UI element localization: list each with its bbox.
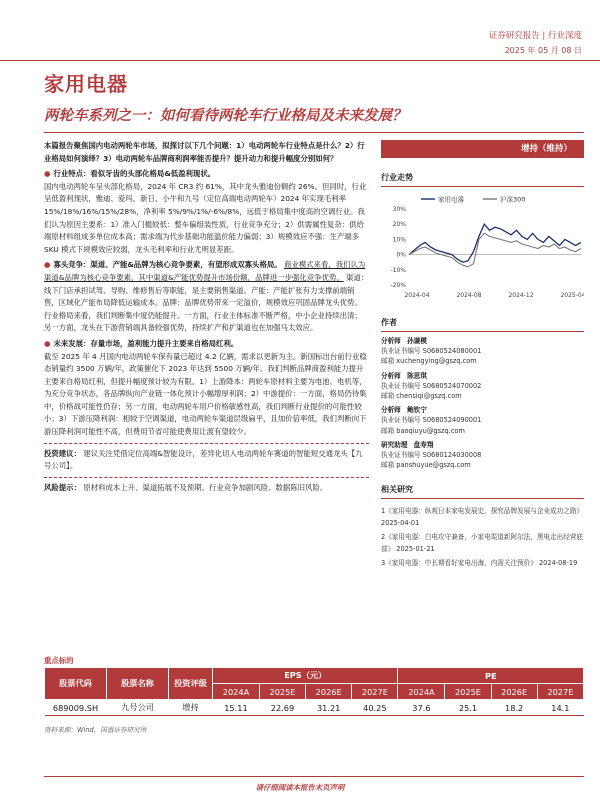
table-cell: 18.2: [491, 700, 537, 716]
trend-title: 行业走势: [381, 172, 584, 187]
advice-label: 投资建议：: [44, 448, 81, 458]
col-name: 股票名称: [107, 668, 169, 700]
section-heading: ● 寡头竞争：渠道、产能&品牌为核心竞争要素，有望形成双寡头格局。: [44, 260, 282, 270]
section-competition: [44, 259, 369, 335]
footer-disclaimer: 请仔细阅读本报告末页声明: [255, 783, 345, 792]
y-tick-label: 0%: [396, 251, 406, 259]
divider: [44, 443, 369, 444]
x-tick-label: 2025-04: [560, 292, 584, 299]
y-tick-label: 20%: [392, 221, 406, 229]
analyst-cert: 执业证书编号 S0680524070002: [381, 381, 482, 390]
x-tick-label: 2024-04: [404, 292, 430, 299]
year-header: 2027E: [352, 684, 398, 700]
year-header: 2025E: [259, 684, 305, 700]
y-tick-label: -10%: [390, 266, 406, 274]
risk-body: 原材料成本上升、渠道拓展不及预期、行业竞争加剧风险、数据陈旧风险。: [83, 482, 328, 492]
analyst-email[interactable]: 邮箱 baoqiuyu@gszq.com: [381, 426, 465, 435]
related-report-link[interactable]: 2《家用电器：白电攻守兼备，小家电渠道新阿尔法，黑电走出经营底部》 2025-01-21: [381, 533, 584, 554]
table-cell: 14.1: [537, 700, 583, 716]
authors-list: [381, 336, 584, 470]
col-rating: 投资评级: [169, 668, 213, 700]
analyst-entry: [381, 405, 584, 436]
col-eps: EPS（元）: [213, 668, 398, 684]
col-pe: PE: [398, 668, 584, 684]
legend-label-a: 家用电器: [438, 195, 464, 204]
risk-warning: [44, 482, 369, 495]
year-header: 2024A: [398, 684, 445, 700]
analyst-name: 分析师 陈思琪: [381, 371, 427, 380]
header-divider: [0, 60, 600, 61]
investment-advice: [44, 448, 369, 473]
report-title: 两轮车系列之一：如何看待两轮车行业格局及未来发展？: [44, 107, 407, 124]
table-cell: 25.1: [445, 700, 491, 716]
industry-title: 家用电器: [44, 72, 128, 96]
intro-paragraph: 本篇报告聚焦国内电动两轮车市场，拟探讨以下几个问题：1）电动两轮车行业特点是什么？2）行业格局如何演绎？3）电动两轮车品牌商利润率能否提升？提升动力和提升幅度分别如何？: [44, 141, 365, 163]
x-tick-label: 2024-08: [456, 292, 482, 299]
section-future: [44, 338, 369, 439]
table-cell: 37.6: [398, 700, 445, 716]
y-tick-label: 10%: [392, 236, 406, 244]
section-body: 国内电动两轮车呈头部化格局，2024 年 CR3 约 61%，其中龙头雅迪份额约 26%。但同时，行业呈低盈利现状，雅迪、爱玛、新日、小牛和九号（定位高端电动两轮车）2024 年实现毛利率 15%/18%/16%/15%/28%，净利率 5%/9%/1%/-6%/8%，远低于格局集中度高的空调行业。我们认为原因主要系：1）准入门槛较低：整车偏组装性质，行业竞争充分；2）供需属性复杂：供给端原材料组成多单位成本高；需求端为代步基础功能温价能力偏弱；3）规模效应不强：生产端多 SKU 模式下规模效应较弱，龙头毛利率和行业尤明显差距。: [44, 181, 367, 254]
authors-title: 作者: [381, 317, 584, 332]
section-body-underlined: 商业模式来看，我们认为渠道&品牌为核心竞争要素，其中渠道&产能优势提升市场份额，品牌进一步强化竞争优势。: [44, 260, 366, 282]
analyst-name: 分析师 孙谦模: [381, 337, 427, 345]
year-header: 2026E: [306, 684, 352, 700]
section-body: 截至 2025 年 4 月国内电动两轮车保有量已超过 4.2 亿辆，需求以更新为主。新国标出台前行业稳态销量约 3500 万辆/年，政策催化下 2023 年达到 5500 万辆/年。我们判断品牌商盈利能力提升主要来自格局红利，但提升幅度预计较为有限。1）上游降本：两轮车原材料主要为电池、电机等，为充分竞争状态，各品牌纵向产业链一体化预计小幅增厚利润；2）中游提价：一方面，格局仍待集中，价格战可能性仍存；另一方面，电动两轮车用户价格敏感性高，我们判断行业提价的可能性较小；3）下游压降利润：相较于空调渠道，电动两轮车渠道层级扁平，且加价倍率低，我们判断向下游压降利润可能性不高，但费用节省可能使费用让渡有望较少。: [44, 351, 367, 437]
table-cell: 40.25: [352, 700, 398, 716]
report-date: 2025 年 05 月 08 日: [504, 46, 582, 55]
year-header: 2026E: [491, 684, 537, 700]
section-body: 渠道：线下门店承担试驾、导购、维修售后等职能，是主要销售渠道。产能：产能扩张有力支撑前端销售，区域化产能布局降低运输成本。品牌：品牌优势带来一定溢价，规模效应巩固品牌龙头优势。行业格局来看，我们判断集中度仍能提升。一方面，行业主体标准不断严格，中小企业持续出清；另一方面，龙头在下游营销端具备较强优势，持续扩产和扩渠道也在加强马太效应。: [44, 272, 369, 333]
y-tick-label: -20%: [390, 282, 406, 289]
key-stock-table: [44, 667, 584, 716]
analyst-email[interactable]: 邮箱 chensiqi@gszq.com: [381, 392, 462, 401]
trend-chart: [381, 193, 584, 303]
analyst-name: 分析师 鲍钦宁: [381, 406, 427, 415]
analyst-cert: 执业证书编号 S0680524080001: [381, 347, 482, 356]
y-tick-label: 30%: [392, 206, 406, 213]
series-line-appliances: [409, 224, 581, 262]
analyst-cert: 执业证书编号 S0680524090001: [381, 416, 482, 425]
table-cell: 15.11: [213, 700, 260, 716]
sidebar-column: [381, 140, 584, 571]
data-source: 资料来源：Wind，国盛证券研究所: [44, 726, 147, 734]
report-type: 证券研究报告 | 行业深度: [488, 31, 582, 41]
title-divider: [44, 132, 584, 133]
summary-column: [44, 140, 369, 497]
year-header: 2027E: [537, 684, 583, 700]
analyst-entry: [381, 336, 584, 367]
footer-divider: [44, 776, 584, 777]
table-cell: 增持: [169, 700, 213, 716]
table-cell: 九号公司: [107, 700, 169, 716]
x-tick-label: 2024-12: [508, 292, 534, 299]
analyst-entry: [381, 440, 584, 471]
year-header: 2025E: [445, 684, 491, 700]
advice-body: 建议关注凭借定位高端&智能设计，差异化切入电动两轮车赛道的智能短交通龙头【九号公司】。: [44, 448, 363, 471]
section-heading: ● 行业特点：看似牙齿的头部化格局&低盈利现状。: [44, 169, 216, 179]
table-row: [45, 700, 584, 716]
analyst-entry: [381, 371, 584, 402]
analyst-name: 研究助理 盘寿翔: [381, 440, 434, 449]
related-list: [381, 505, 584, 569]
legend-label-b: 沪深300: [500, 195, 526, 204]
divider: [44, 477, 369, 478]
rating-badge: 增持（维持）: [381, 140, 584, 158]
col-code: 股票代码: [45, 668, 107, 700]
table-title: 重点标的: [44, 656, 74, 665]
analyst-email[interactable]: 邮箱 panshuyue@gszq.com: [381, 461, 471, 470]
related-report-link[interactable]: 1《家用电器：纵观日本家电发展史，探究品牌发展与企业成功之路》 2025-04-01: [381, 507, 584, 528]
table-cell: 689009.SH: [45, 700, 107, 716]
year-header: 2024A: [213, 684, 260, 700]
section-heading: ● 未来发展：存量市场，盈利能力提升主要来自格局红利。: [44, 338, 239, 348]
table-cell: 22.69: [259, 700, 305, 716]
table-cell: 31.21: [306, 700, 352, 716]
risk-label: 风险提示：: [44, 482, 81, 492]
analyst-cert: 执业证书编号 S0680124030008: [381, 451, 482, 460]
related-title: 相关研究: [381, 484, 584, 499]
analyst-email[interactable]: 邮箱 xuchengying@gszq.com: [381, 357, 477, 366]
trend-chart-svg: [381, 193, 584, 303]
section-industry-traits: [44, 168, 369, 256]
related-report-link[interactable]: 3《家用电器：中长期看好家电出海，内需关注预价》 2024-08-19: [381, 559, 578, 568]
